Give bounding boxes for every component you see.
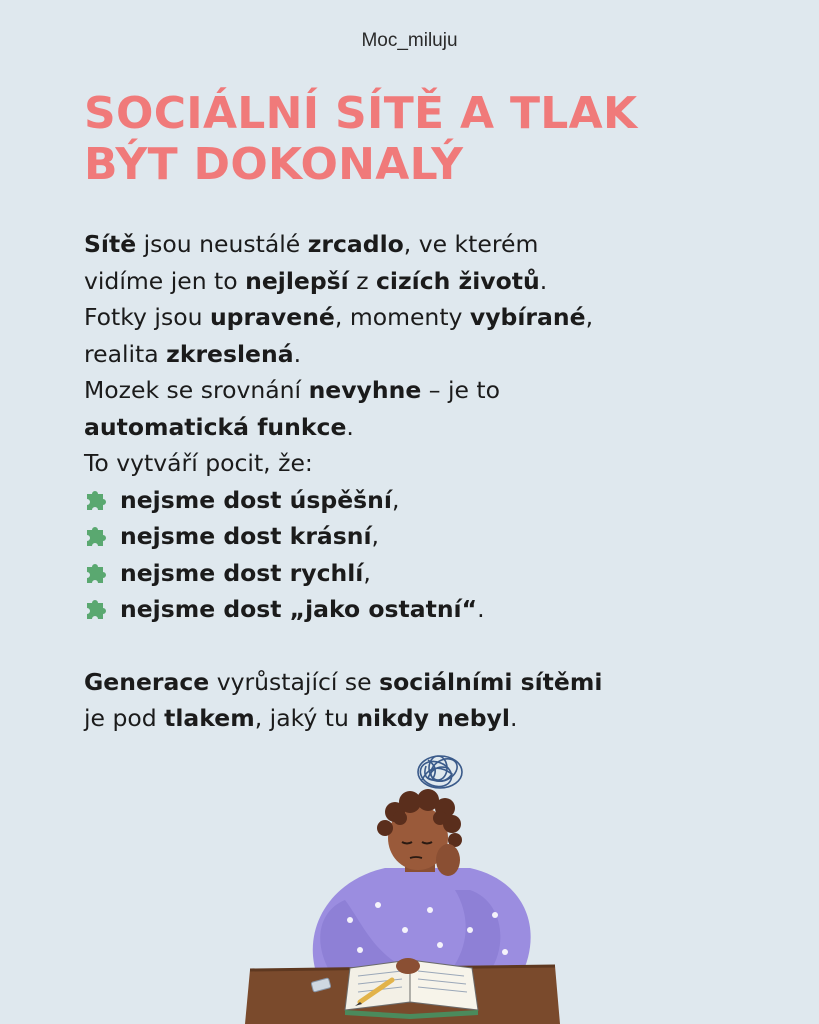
emphasis: Sítě <box>84 230 137 258</box>
text-line <box>84 299 784 336</box>
bullet-text: nejsme dost „jako ostatní“ <box>120 595 478 623</box>
text: vyrůstající se <box>209 667 380 696</box>
text-line <box>84 664 784 701</box>
bullet-text: nejsme dost rychlí <box>120 558 364 587</box>
text: . <box>539 266 548 295</box>
text: z <box>348 266 376 295</box>
bullet-item <box>84 518 784 555</box>
bullet-item <box>84 482 784 519</box>
puzzle-piece-icon <box>84 596 110 622</box>
stressed-student-illustration <box>0 740 819 1024</box>
puzzle-piece-icon <box>84 487 110 513</box>
text: , <box>363 558 371 587</box>
text-line <box>84 226 784 263</box>
text: – je to <box>421 376 501 404</box>
emphasis: sociálními sítěmi <box>379 667 603 696</box>
text: , ve kterém <box>403 230 539 258</box>
puzzle-piece-icon <box>84 560 110 586</box>
title-line-2: BÝT DOKONALÝ <box>84 139 464 190</box>
emphasis: zkreslená <box>166 339 294 368</box>
bullet-text: nejsme dost krásní <box>120 522 372 550</box>
spacer <box>84 628 784 664</box>
account-handle: Moc_miluju <box>361 30 458 51</box>
puzzle-piece-icon <box>84 523 110 549</box>
title-line-1: SOCIÁLNÍ SÍTĚ A TLAK <box>84 88 638 139</box>
text: je pod <box>84 704 165 732</box>
text-line <box>84 372 784 409</box>
text: Mozek se srovnání <box>84 376 309 404</box>
text: , jaký tu <box>254 704 357 732</box>
text: , <box>371 522 380 550</box>
bullet-item <box>84 555 784 592</box>
emphasis: upravené <box>209 303 335 331</box>
bullet-item <box>84 591 784 628</box>
text-line <box>84 409 784 446</box>
text: . <box>477 595 485 623</box>
text: . <box>346 412 354 441</box>
bullet-text: nejsme dost úspěšní <box>120 485 392 514</box>
text: jsou neustálé <box>136 230 308 258</box>
text-line <box>84 263 784 300</box>
emphasis: vybírané <box>469 303 586 331</box>
text: , momenty <box>334 303 470 331</box>
emphasis: nikdy nebyl <box>356 704 510 732</box>
text-line <box>84 336 784 373</box>
emphasis: nevyhne <box>308 376 422 404</box>
text: , <box>585 303 594 331</box>
text: vidíme jen to <box>84 266 246 295</box>
body-text <box>84 226 784 737</box>
emphasis: cizích životů <box>376 266 540 295</box>
scribble-cloud-icon <box>417 754 462 790</box>
text: , <box>391 485 400 514</box>
emphasis: tlakem <box>164 704 255 732</box>
text-line <box>84 700 784 737</box>
emphasis: automatická funkce <box>84 412 347 441</box>
text: . <box>293 339 302 368</box>
emphasis: Generace <box>84 667 210 696</box>
text: realita <box>84 339 167 368</box>
text: Fotky jsou <box>84 303 210 331</box>
page-title <box>84 88 637 190</box>
text-line: To vytváří pocit, že: <box>84 449 313 477</box>
emphasis: zrcadlo <box>307 230 404 258</box>
emphasis: nejlepší <box>245 266 349 295</box>
text: . <box>509 704 518 732</box>
